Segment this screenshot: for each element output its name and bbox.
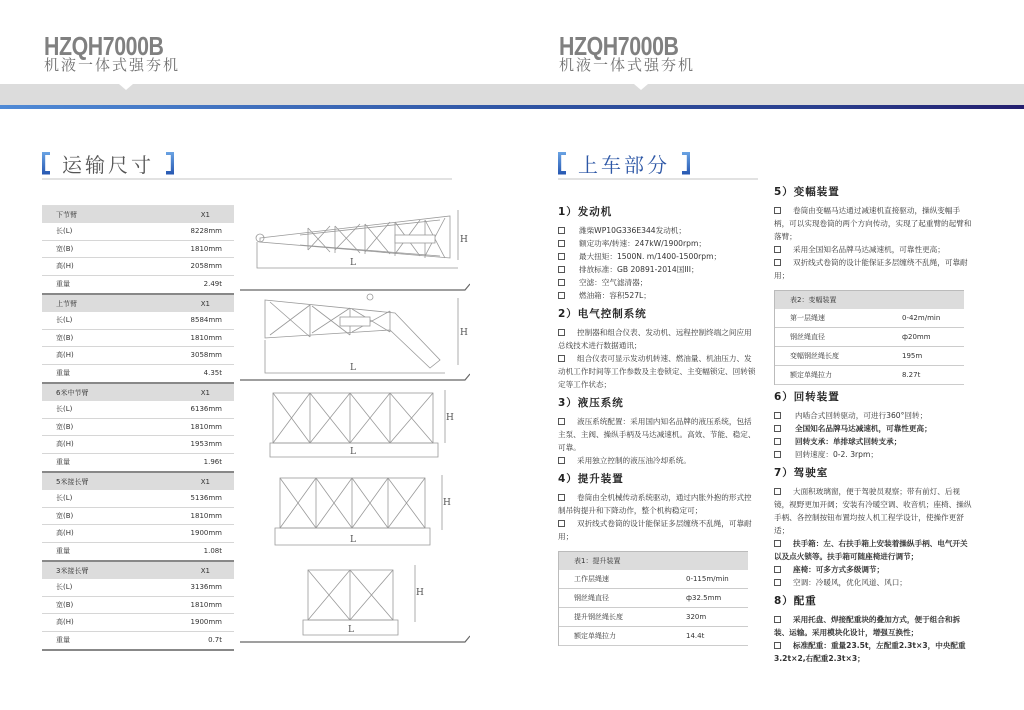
spec-row: 宽(B) 1810mm <box>42 419 234 437</box>
svg-text:H: H <box>416 588 424 598</box>
transport-spec-table <box>42 205 234 651</box>
table-row: 额定单绳拉力 14.4t <box>558 627 748 646</box>
checkbox-icon <box>774 566 781 573</box>
checkbox-icon <box>558 355 565 362</box>
luffing-spec-table <box>774 290 964 385</box>
spec-group <box>42 473 234 562</box>
spec-group-header: 下节臂 X1 <box>42 206 234 223</box>
checkbox-icon <box>558 329 565 336</box>
header-notch <box>634 84 648 90</box>
bracket-left-icon <box>558 152 566 175</box>
hoist-heading: 4）提升装置 <box>558 473 624 485</box>
spec-row: 长(L) 6136mm <box>42 401 234 419</box>
lower-boom-drawing <box>256 210 458 268</box>
engine-heading: 1）发动机 <box>558 206 613 218</box>
5m-extension-boom-drawing <box>275 475 442 545</box>
checkbox-icon <box>774 438 781 445</box>
checkbox-icon <box>774 488 781 495</box>
3m-extension-boom-drawing <box>303 565 415 635</box>
spec-group-header: 6米中节臂 X1 <box>42 384 234 401</box>
spec-group-header: 3米接长臂 X1 <box>42 562 234 579</box>
spec-row: 高(H) 2058mm <box>42 258 234 276</box>
checkbox-icon <box>558 520 565 527</box>
upper-boom-drawing <box>265 294 458 373</box>
header-rule <box>512 105 1024 109</box>
spec-row: 高(H) 3058mm <box>42 347 234 365</box>
spec-column-2: 5）变幅装置 卷筒由变幅马达通过减速机直接驱动，操纵变幅手柄，可以实现卷筒的两个方向传动，实现了起重臂的起臂和落臂； 采用全国知名品牌马达减速机，可靠性更高； 双折线式卷筒的设计能保证多层缠绕不乱绳，可靠耐用； 表2：变幅装置 第一层绳速 0-42m/min 钢丝绳直径 ф20mm 变幅钢丝绳长度 195m 额定单绳拉力 8.27t 6）回转装置 内啮合式回转驱动，可进行360°回转； 全国知名品牌马达减速机，可靠性更高； 回转支承：单排球式回转支承； 回转速度：0-2. 3rpm； 7）驾驶室 大面积玻璃窗，便于驾驶员观察；带有前灯、后视镜，视野更加开阔；安装有冷暖空调、收音机；座椅、操纵手柄、各控制按钮布置均按人机工程学设计，使操作更舒适； 扶手箱：左、右扶手箱上安装着操纵手柄、电气开关以及点火锁等。扶手箱可随座椅进行调节； 座椅：可多方式多级调节； 空调：冷暖风，优化风道、风口； 8）配重 采用托盘、焊接配重块的叠加方式，便于组合和拆装、运输。采用模块化设计，增强互换性； 标准配重：重量23.5t，左配重2.3t×3，中央配重3.2t×2,右配重2.3t×3； <box>774 180 974 665</box>
spec-group <box>42 295 234 384</box>
table-row: 工作层绳速 0-115m/min <box>558 570 748 589</box>
spec-group <box>42 384 234 473</box>
spec-row: 长(L) 3136mm <box>42 579 234 597</box>
checkbox-icon <box>774 540 781 547</box>
header-band <box>0 84 512 105</box>
6m-middle-boom-drawing <box>270 390 445 457</box>
checkbox-icon <box>558 279 565 286</box>
table-row: 钢丝绳直径 ф20mm <box>774 328 964 347</box>
checkbox-icon <box>774 425 781 432</box>
hydraulic-heading: 3）液压系统 <box>558 397 624 409</box>
product-subtitle: 机液一体式强夯机 <box>44 56 181 74</box>
product-subtitle: 机液一体式强夯机 <box>559 56 696 74</box>
table-row: 变幅钢丝绳长度 195m <box>774 347 964 366</box>
svg-text:H: H <box>460 328 468 338</box>
checkbox-icon <box>558 457 565 464</box>
section-divider <box>558 178 758 180</box>
spec-group-header: 上节臂 X1 <box>42 295 234 312</box>
spec-row: 长(L) 8584mm <box>42 312 234 330</box>
model-name: HZQH7000B <box>559 31 679 61</box>
header-rule <box>0 105 512 109</box>
checkbox-icon <box>774 579 781 586</box>
right-page <box>512 0 1024 710</box>
table-title: 表1：提升装置 <box>558 551 748 570</box>
spec-row: 长(L) 8228mm <box>42 223 234 241</box>
bracket-right-icon <box>682 152 690 175</box>
bracket-right-icon <box>166 152 174 175</box>
svg-text:L: L <box>350 535 356 545</box>
checkbox-icon <box>558 418 565 425</box>
model-name: HZQH7000B <box>44 31 164 61</box>
bracket-left-icon <box>42 152 50 175</box>
checkbox-icon <box>774 207 781 214</box>
spec-row: 宽(B) 1810mm <box>42 597 234 615</box>
svg-text:H: H <box>460 235 468 245</box>
header-band <box>512 84 1024 105</box>
svg-text:L: L <box>350 447 356 457</box>
electrical-heading: 2）电气控制系统 <box>558 308 647 320</box>
svg-text:H: H <box>443 498 451 508</box>
checkbox-icon <box>774 259 781 266</box>
boom-section-diagrams <box>240 180 470 650</box>
checkbox-icon <box>558 494 565 501</box>
svg-text:L: L <box>350 258 356 268</box>
spec-row: 重量 2.49t <box>56 280 222 289</box>
checkbox-icon <box>558 292 565 299</box>
spec-row: 宽(B) 1810mm <box>42 508 234 526</box>
luffing-heading: 5）变幅装置 <box>774 186 840 198</box>
spec-row: 宽(B) 1810mm <box>42 330 234 348</box>
table-title: 表2：变幅装置 <box>774 290 964 309</box>
spec-column-1: 1）发动机 潍柴WP10G336E344发动机； 额定功率/转速：247kW/1900rpm； 最大扭矩：1500N. m/1400-1500rpm； 排放标准：GB 20891-2014国III； 空滤：空气滤清器； 燃油箱：容积527L； 2）电气控制系统 控制器和组合仪表、发动机、远程控制终端之间应用总线技术进行数据通讯； 组合仪表可显示发动机转速、燃油量、机油压力、发动机工作时间等工作参数及主卷锁定、主变幅锁定、回转锁定等工作状态； 3）液压系统 液压系统配置：采用国内知名品牌的液压系统，包括主泵、主阀、操纵手柄及马达减速机。高效、节能、稳定、可靠。 采用独立控制的液压油冷却系统。 4）提升装置 卷筒由全机械传动系统驱动，通过内胀外抱的形式控制吊钩提升和下降动作，整个机构稳定可； 双折线式卷筒的设计能保证多层缠绕不乱绳，可靠耐用； 表1：提升装置 工作层绳速 0-115m/min 钢丝绳直径 ф32.5mm 提升钢丝绳长度 320m 额定单绳拉力 14.4t <box>558 200 758 652</box>
spec-row: 重量 1.96t <box>56 458 222 467</box>
spec-row: 高(H) 1953mm <box>42 436 234 454</box>
cab-heading: 7）驾驶室 <box>774 467 829 479</box>
table-row: 提升钢丝绳长度 320m <box>558 608 748 627</box>
spec-row: 高(H) 1900mm <box>42 614 234 632</box>
checkbox-icon <box>774 246 781 253</box>
counterweight-heading: 8）配重 <box>774 595 817 607</box>
slewing-heading: 6）回转装置 <box>774 391 840 403</box>
spec-row: 宽(B) 1810mm <box>42 241 234 259</box>
hoist-spec-table <box>558 551 748 646</box>
spec-row: 重量 4.35t <box>56 369 222 378</box>
checkbox-icon <box>774 412 781 419</box>
spec-group <box>42 206 234 295</box>
section-title-transport: 运输尺寸 <box>42 148 174 178</box>
spec-row: 长(L) 5136mm <box>42 490 234 508</box>
spec-row: 重量 1.08t <box>56 547 222 556</box>
header-notch <box>119 84 133 90</box>
checkbox-icon <box>774 642 781 649</box>
checkbox-icon <box>558 266 565 273</box>
table-row: 额定单绳拉力 8.27t <box>774 366 964 385</box>
spec-group <box>42 562 234 651</box>
spec-row: 重量 0.7t <box>56 636 222 645</box>
checkbox-icon <box>774 451 781 458</box>
checkbox-icon <box>558 253 565 260</box>
table-row: 第一层绳速 0-42m/min <box>774 309 964 328</box>
spec-group-header: 5米接长臂 X1 <box>42 473 234 490</box>
boom-drawings <box>240 180 470 650</box>
svg-text:H: H <box>446 413 454 423</box>
svg-text:L: L <box>350 363 356 373</box>
checkbox-icon <box>558 240 565 247</box>
section-title-upper-structure: 上车部分 <box>558 148 690 178</box>
checkbox-icon <box>774 616 781 623</box>
table-row: 钢丝绳直径 ф32.5mm <box>558 589 748 608</box>
svg-text:L: L <box>348 625 354 635</box>
checkbox-icon <box>558 227 565 234</box>
spec-row: 高(H) 1900mm <box>42 525 234 543</box>
